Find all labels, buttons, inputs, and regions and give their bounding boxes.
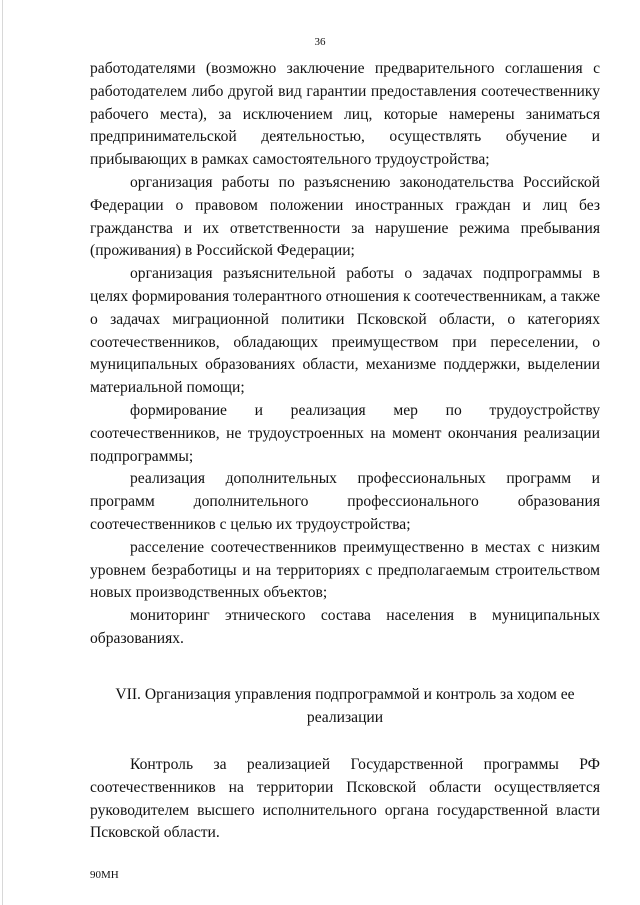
paragraph-ethnic-monitoring: мониторинг этнического состава населения в муниципальных образованиях. [90, 607, 600, 647]
paragraph-explanatory-work: организация разъяснительной работы о задачах подпрограммы в целях формирования толерантного отношения к соотечественникам, а также о задачах миграционной политики Псковской области, о категориях соотечественников, обладающих преимуществом при переселении, о муниципальных образованиях области, механизме поддержки, выделении материальной помощи; [90, 265, 600, 397]
document-body [90, 58, 600, 651]
paragraph-resettlement: расселение соотечественников преимущественно в местах с низким уровнем безработицы и на территориях с предполагаемым строительством новых производственных объектов; [90, 538, 600, 602]
paragraph-education-programs: реализация дополнительных профессиональных программ и программ дополнительного профессионального образования соотечественников с целью их трудоустройства; [90, 470, 600, 533]
scan-edge-line [2, 0, 3, 905]
section-heading: VII. Организация управления подпрограммой и контроль за ходом ее реализации [115, 686, 575, 726]
paragraph-continuation: работодателями (возможно заключение предварительного соглашения с работодателем либо другой вид гарантии предоставления соотечественнику рабочего места), за исключением лиц, которые намерены заниматься предпринимательской деятельностью, осуществлять обучение и прибывающих в рамках самостоятельного трудоустройства; [90, 60, 600, 169]
footer-code: 90МН [90, 869, 119, 881]
page-number: 36 [314, 36, 326, 48]
section-paragraph: Контроль за реализацией Государственной программы РФ соотечественников на территории Псковской области осуществляется руководителем высшего исполнительного органа государственной власти Псковской области. [90, 756, 600, 842]
paragraph-employment-measures: формирование и реализация мер по трудоустройству соотечественников, не трудоустроенных на момент окончания реализации подпрограммы; [90, 401, 600, 465]
paragraph-legislation-explanation: организация работы по разъяснению законодательства Российской Федерации о правовом положении иностранных граждан и лиц без гражданства и их ответственности за нарушение режима пребывания (проживания) в Российской Федерации; [90, 173, 600, 260]
